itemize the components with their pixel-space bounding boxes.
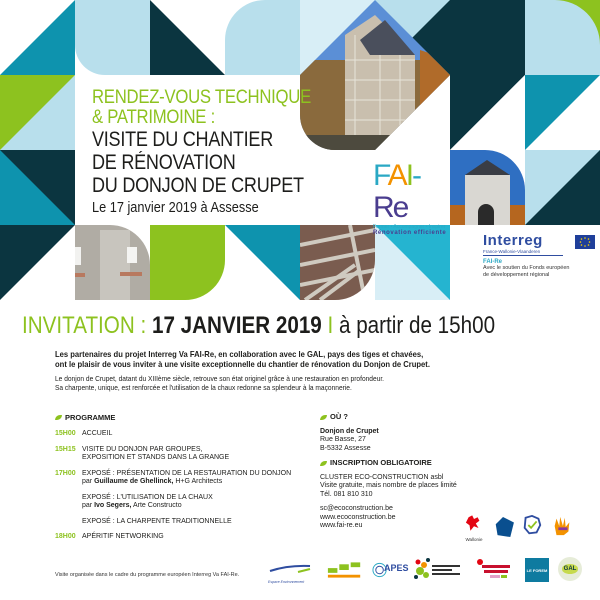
tower-finished-photo bbox=[450, 150, 525, 225]
interreg-project: FAI-Re bbox=[483, 259, 503, 265]
faire-website-link[interactable]: www.fai-re.eu bbox=[320, 522, 363, 529]
invitation-headline bbox=[22, 313, 495, 339]
history-paragraph bbox=[55, 374, 384, 392]
compagnons-logo bbox=[476, 558, 512, 587]
leaf-icon bbox=[320, 461, 327, 466]
intro-paragraph bbox=[55, 349, 430, 369]
interreg-wordmark: Interreg bbox=[483, 232, 543, 249]
interreg-region: France-Wallonie-Vlaanderen bbox=[483, 249, 563, 256]
intro-line-3: Le donjon de Crupet, datant du XIIIème siècle, retrouve son état originel grâce à une restauration en profondeur. bbox=[55, 374, 385, 383]
event-title-block bbox=[92, 88, 392, 217]
pattern-triangle bbox=[225, 225, 300, 300]
eu-flag-icon bbox=[575, 235, 595, 249]
faire-logo bbox=[373, 160, 448, 236]
invitation-date: 17 JANVIER 2019 bbox=[151, 312, 322, 339]
location-section bbox=[320, 413, 480, 537]
kicker-line-2: & PATRIMOINE : bbox=[92, 107, 215, 128]
registration-note: Visite gratuite, mais nombre de places limité bbox=[320, 482, 457, 489]
registration-org: CLUSTER ECO-CONSTRUCTION asbl bbox=[320, 473, 444, 481]
venue-name: Donjon de Crupet bbox=[320, 427, 379, 435]
registration-phone: Tél. 081 810 310 bbox=[320, 490, 373, 498]
title-line-2: DE RÉNOVATION bbox=[92, 151, 236, 174]
intro-line-1: Les partenaires du projet Interreg Va FAI-Re, en collaboration avec le GAL, pays des tiges et chavées, bbox=[55, 349, 424, 359]
programme-item: 17H00 EXPOSÉ : PRÉSENTATION DE LA RESTAURATION DU DONJON par Guillaume de Ghellinck, H+G Architects EXPOSÉ : L'UTILISATION DE LA CHAUX par Ivo Segers, Arte Constructo EXPOSÉ : LA CHARPENTE TRADITIONNELLE bbox=[55, 470, 305, 527]
leaf-icon bbox=[320, 415, 327, 420]
intro-line-4: Sa charpente, unique, est renforcée et l'utilisation de la chaux redonne sa splendeur à la maçonnerie. bbox=[55, 383, 352, 392]
cluster-ecoconstruction-logo bbox=[412, 557, 462, 588]
gal-pays-logo bbox=[326, 560, 364, 585]
faire-subtitle: Rénovation efficiente bbox=[373, 230, 447, 236]
pattern-quarter-circle bbox=[150, 225, 225, 300]
faire-logo-wordmark: FAI-Re bbox=[373, 159, 421, 224]
venue-street: Rue Basse, 27 bbox=[320, 436, 366, 443]
pattern-triangle bbox=[375, 225, 450, 300]
leaf-icon bbox=[55, 415, 62, 420]
pattern-triangle bbox=[0, 0, 75, 75]
pattern-triangle bbox=[150, 0, 225, 75]
invitation-label: INVITATION : bbox=[22, 312, 147, 339]
dgo4-logo bbox=[492, 517, 514, 542]
website-link[interactable]: www.ecoconstruction.be bbox=[320, 513, 396, 521]
pattern-triangle bbox=[0, 225, 75, 300]
programme-subitem: EXPOSÉ : LA CHARPENTE TRADITIONNELLE bbox=[82, 517, 232, 525]
title-line-3: DU DONJON DE CRUPET bbox=[92, 174, 304, 197]
interreg-support-1: Avec le soutien du Fonds européen bbox=[483, 265, 570, 271]
apes-logo: APES bbox=[372, 560, 406, 585]
espace-environnement-logo: Espace Environnement bbox=[268, 562, 313, 584]
intro-line-2: ont le plaisir de vous inviter à une visite exceptionnelle du chantier de rénovation du Donjon de Crupet. bbox=[55, 359, 430, 369]
venue-city: B-5332 Assesse bbox=[320, 444, 371, 452]
programme-section bbox=[55, 413, 305, 549]
pattern-triangle bbox=[525, 75, 600, 150]
kicker-line-1: RENDEZ-VOUS TECHNIQUE bbox=[92, 87, 311, 108]
pattern-triangle bbox=[525, 150, 600, 225]
programme-item: 18H00 APÉRITIF NETWORKING bbox=[55, 533, 164, 540]
faire-tagline: Former • Accompagner • Inspirer bbox=[373, 224, 446, 230]
pattern-triangle bbox=[0, 150, 75, 225]
registration-heading: INSCRIPTION OBLIGATOIRE bbox=[320, 459, 480, 468]
pattern-quarter-circle bbox=[525, 0, 600, 75]
pattern-quarter-circle bbox=[75, 0, 150, 75]
title-line-1: VISITE DU CHANTIER bbox=[92, 128, 274, 151]
pattern-square bbox=[450, 0, 525, 75]
date-place: Le 17 janvier 2019 à Assesse bbox=[92, 200, 259, 216]
wallonie-logo: Wallonie bbox=[462, 515, 486, 542]
email-link[interactable]: sc@ecoconstruction.be bbox=[320, 505, 393, 512]
programme-heading: PROGRAMME bbox=[55, 413, 305, 422]
handprint-logo bbox=[551, 515, 573, 542]
forem-logo: LE FOREM bbox=[525, 558, 549, 582]
roof-timber-photo bbox=[300, 225, 375, 300]
programme-item: 15H15 VISITE DU DONJON PAR GROUPES, EXPOSITION ET STANDS DANS LA GRANGE bbox=[55, 445, 230, 461]
programme-item: 15H00 ACCUEIL bbox=[55, 430, 113, 437]
interreg-support-2: de développement régional bbox=[483, 272, 550, 278]
invitation-time: à partir de 15h00 bbox=[338, 312, 496, 339]
speaker-name: Guillaume de Ghellinck, bbox=[94, 478, 174, 485]
programme-subitem: EXPOSÉ : L'UTILISATION DE LA CHAUX par Ivo Segers, Arte Constructo bbox=[82, 493, 213, 509]
pattern-triangle bbox=[0, 75, 75, 150]
where-heading: OÙ ? bbox=[320, 413, 480, 422]
footer-note: Visite organisée dans le cadre du programme européen Interreg Va FAI-Re. bbox=[55, 572, 240, 578]
interior-room-photo bbox=[75, 225, 150, 300]
pattern-triangle bbox=[450, 75, 525, 150]
pattern-quarter-circle bbox=[225, 0, 300, 75]
interreg-logo bbox=[483, 232, 598, 279]
gal-circle-logo: GAL bbox=[558, 557, 582, 581]
speaker-name: Ivo Segers, bbox=[94, 502, 132, 509]
hauts-de-france-logo bbox=[521, 515, 543, 542]
invitation-separator: I bbox=[327, 312, 334, 339]
